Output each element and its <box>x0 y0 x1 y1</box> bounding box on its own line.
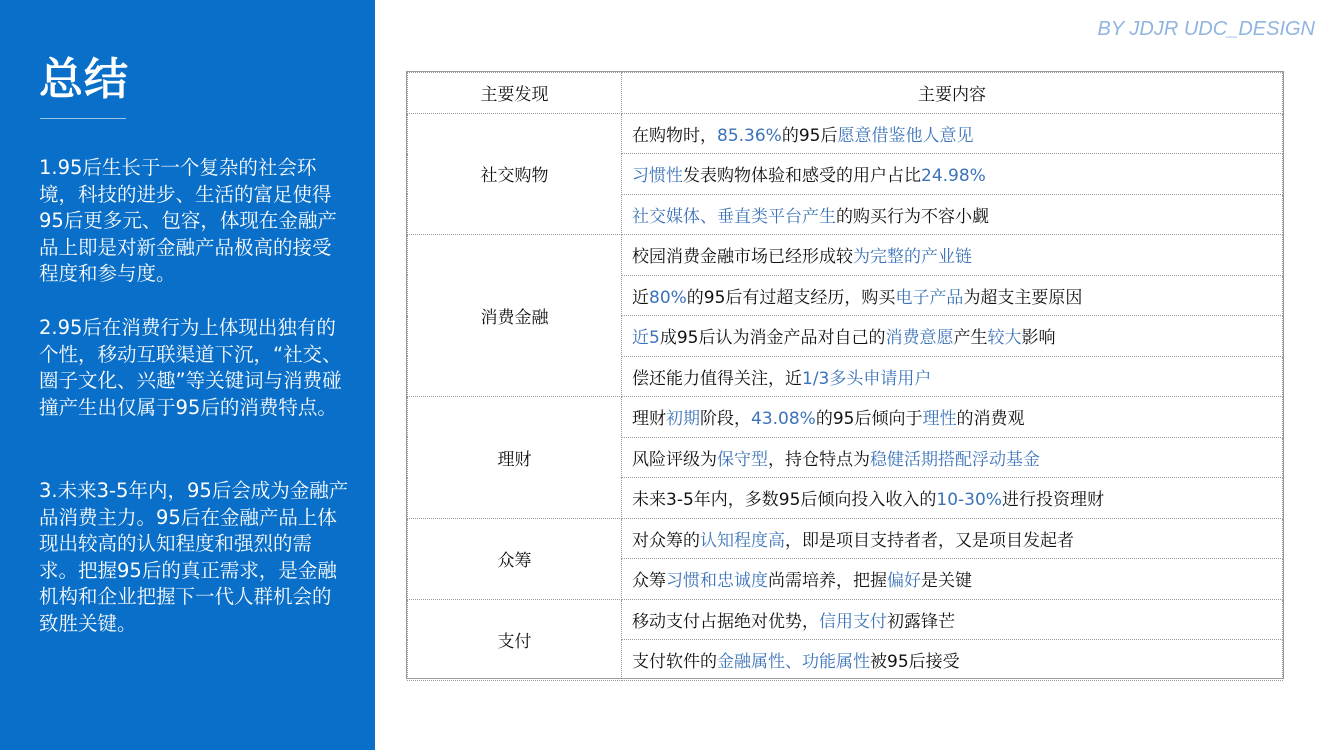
content-text: 影响 <box>1021 328 1056 349</box>
highlight-text: 愿意借鉴他人意见 <box>837 125 974 146</box>
table-row <box>408 518 1283 559</box>
content-cell <box>622 194 1283 235</box>
category-cell: 消费金融 <box>408 235 622 397</box>
content-text: 校园消费金融市场已经形成较 <box>632 247 853 268</box>
content-cell <box>622 275 1283 316</box>
table-body <box>408 113 1283 680</box>
page-title: 总结 <box>39 54 129 105</box>
highlight-text: 信用支付 <box>819 611 887 632</box>
content-text: 偿还能力值得关注，近 <box>632 368 802 389</box>
content-text: ，即是项目支持者者，又是项目发起者 <box>785 530 1074 551</box>
content-text: 进行投资理财 <box>1001 490 1104 511</box>
content-cell <box>622 437 1283 478</box>
category-cell: 社交购物 <box>408 113 622 235</box>
highlight-text: 43.08% <box>751 409 816 430</box>
content-text: 是关键 <box>921 571 972 592</box>
highlight-text: 近5 <box>632 328 660 349</box>
content-cell <box>622 640 1283 681</box>
header-content: 主要内容 <box>622 73 1283 114</box>
content-text: 风险评级为 <box>632 449 717 470</box>
highlight-text: 为完整的产业链 <box>853 247 972 268</box>
content-cell <box>622 559 1283 600</box>
highlight-text: 认知程度高 <box>700 530 785 551</box>
highlight-text: 社交媒体、垂直类平台产生 <box>632 206 836 227</box>
highlight-text: 金融属性、功能属性 <box>717 652 870 673</box>
content-cell <box>622 113 1283 154</box>
content-cell <box>622 316 1283 357</box>
content-text: 众筹 <box>632 571 666 592</box>
highlight-text: 消费意愿 <box>885 328 954 349</box>
content-cell <box>622 518 1283 559</box>
content-text: 发表购物体验和感受的用户占比 <box>683 166 921 187</box>
highlight-text: 偏好 <box>887 571 921 592</box>
content-text: 阶段， <box>700 409 751 430</box>
table-row <box>408 113 1283 154</box>
highlight-text: 较大 <box>987 328 1022 349</box>
content-text: 尚需培养，把握 <box>768 571 887 592</box>
summary-paragraph-2: 2.95后在消费行为上体现出独有的个性，移动互联渠道下沉，“社交、圈子文化、兴趣”等关键词与消费碰撞产生出仅属于95后的消费特点。 <box>39 316 342 419</box>
content-cell <box>622 356 1283 397</box>
table-row <box>408 599 1283 640</box>
highlight-text: 习惯和忠诚度 <box>666 571 768 592</box>
highlight-text: 稳健活期搭配浮动基金 <box>870 449 1040 470</box>
content-text: 的95后有过超支经历，购买 <box>686 287 896 308</box>
summary-paragraph-3: 3.未来3-5年内，95后会成为金融产品消费主力。95后在金融产品上体现出较高的认知程度和强烈的需求。把握95后的真正需求，是金融机构和企业把握下一代人群机会的致胜关键。 <box>39 479 349 635</box>
content-cell <box>622 478 1283 519</box>
highlight-text: 24.98% <box>921 166 986 187</box>
highlight-text: 习惯性 <box>632 166 683 187</box>
content-text: 成95后认为消金产品对自己的 <box>659 328 886 349</box>
highlight-text: 理性 <box>922 409 957 430</box>
category-cell: 支付 <box>408 599 622 680</box>
highlight-text: 85.36% <box>717 125 782 146</box>
content-text: 的购买行为不容小觑 <box>836 206 989 227</box>
highlight-text: 保守型 <box>717 449 768 470</box>
header-findings: 主要发现 <box>408 73 622 114</box>
content-text: 的95后倾向于 <box>815 409 923 430</box>
content-text: 近 <box>632 287 649 308</box>
content-cell <box>622 154 1283 195</box>
summary-sidebar <box>0 0 375 750</box>
content-text: 为超支主要原因 <box>963 287 1083 308</box>
table-row <box>408 397 1283 438</box>
table-header-row <box>408 73 1283 114</box>
content-text: 被95后接受 <box>870 652 960 673</box>
highlight-text: 电子产品 <box>895 287 964 308</box>
content-text: 产生 <box>953 328 988 349</box>
content-text: 的95后 <box>781 125 838 146</box>
content-cell <box>622 235 1283 276</box>
category-cell: 理财 <box>408 397 622 519</box>
summary-paragraph-1: 1.95后生长于一个复杂的社会环境，科技的进步、生活的富足使得95后更多元、包容，体现在金融产品上即是对新金融产品极高的接受程度和参与度。 <box>39 156 337 285</box>
content-text: 对众筹的 <box>632 530 700 551</box>
findings-table <box>406 71 1284 679</box>
content-cell <box>622 397 1283 438</box>
category-cell: 众筹 <box>408 518 622 599</box>
highlight-text: 1/3多头申请用户 <box>802 368 932 389</box>
content-cell <box>622 599 1283 640</box>
title-divider <box>40 118 126 119</box>
highlight-text: 初期 <box>666 409 700 430</box>
content-text: 理财 <box>632 409 666 430</box>
content-text: 在购物时， <box>632 125 717 146</box>
content-text: ，持仓特点为 <box>768 449 870 470</box>
content-text: 的消费观 <box>956 409 1025 430</box>
content-text: 移动支付占据绝对优势， <box>632 611 819 632</box>
content-text: 支付软件的 <box>632 652 717 673</box>
brand-label: BY JDJR UDC_DESIGN <box>1097 18 1315 40</box>
highlight-text: 80% <box>649 287 687 308</box>
highlight-text: 10-30% <box>936 490 1002 511</box>
content-text: 未来3-5年内，多数95后倾向投入收入的 <box>632 490 937 511</box>
table-row <box>408 235 1283 276</box>
content-text: 初露锋芒 <box>887 611 955 632</box>
